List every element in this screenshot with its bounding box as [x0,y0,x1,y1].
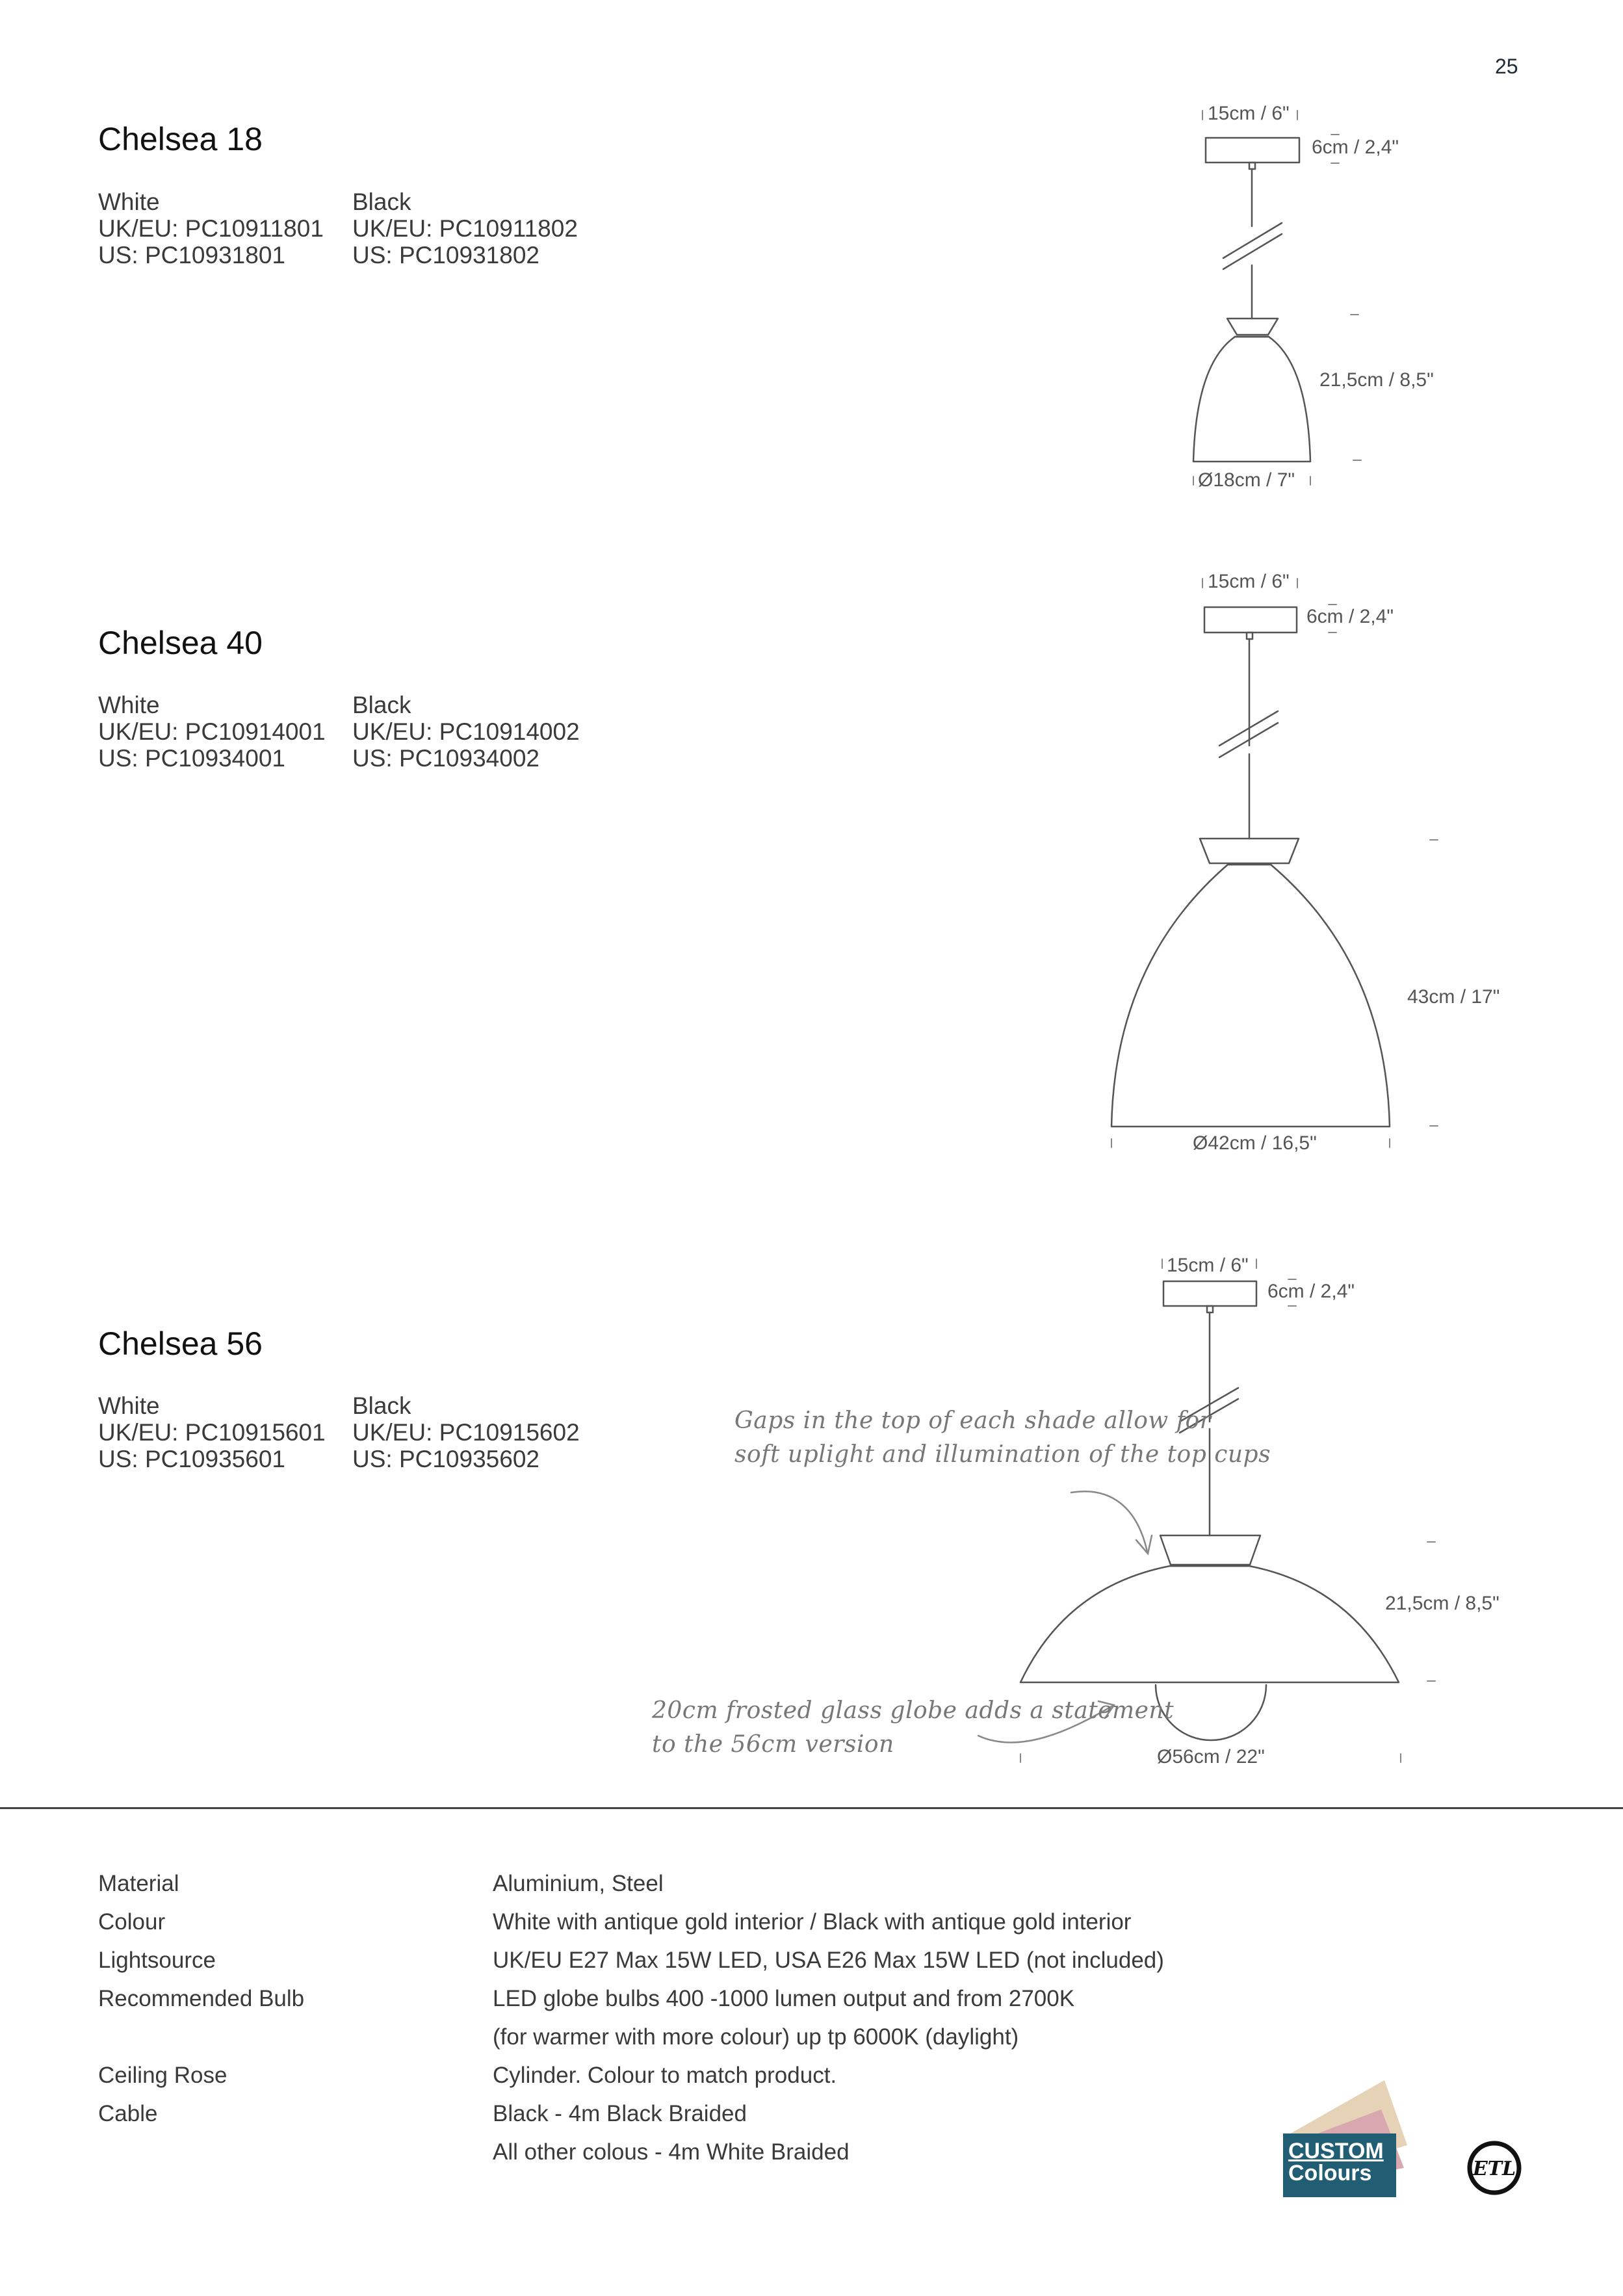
black-label: Black [352,1392,411,1419]
spec-label-blank [98,2018,304,2056]
dim-rose-width-chelsea-18: 15cm / 6" [1208,103,1290,124]
black-label: Black [352,189,411,215]
dim-rose-height-chelsea-40: 6cm / 2,4" [1306,606,1394,627]
spec-label-ceiling-rose: Ceiling Rose [98,2063,227,2088]
us-code-white: US: PC10931801 [98,242,285,268]
dim-shade-height-chelsea-56: 21,5cm / 8,5" [1385,1593,1500,1614]
spec-label-colour: Colour [98,1909,166,1935]
dim-rose-width-chelsea-40: 15cm / 6" [1208,571,1290,592]
spec-label-recommended-bulb: Recommended Bulb [98,1986,305,2011]
ukeu-code-white: UK/EU: PC10915601 [98,1419,326,1446]
spec-value-material: Aluminium, Steel [493,1871,664,1896]
chelsea-40-drawing [1111,607,1390,1127]
spec-value-recommended-bulb: LED globe bulbs 400 -1000 lumen output and from 2700K [493,1986,1075,2011]
spec-label-material: Material [98,1871,179,1896]
black-label: Black [352,692,411,718]
us-code-black: US: PC10934002 [352,745,539,772]
globe-note-line-1: 20cm frosted glass globe adds a statement [652,1697,1175,1724]
ukeu-code-black: UK/EU: PC10915602 [352,1419,580,1446]
dim-shade-height-chelsea-18: 21,5cm / 8,5" [1319,369,1434,391]
product-title-chelsea-40: Chelsea 40 [98,625,263,661]
us-code-black: US: PC10935602 [352,1446,539,1472]
us-code-black: US: PC10931802 [352,242,539,268]
dim-rose-height-chelsea-18: 6cm / 2,4" [1312,137,1399,158]
globe-note-line-2: to the 56cm version [652,1731,894,1758]
badge-line-colours: Colours [1288,2161,1372,2185]
spec-value-ceiling-rose: Cylinder. Colour to match product. [493,2063,837,2088]
globe-note [652,1694,1174,1762]
spec-labels [98,1864,304,2133]
spec-value-cable: Black - 4m Black Braided [493,2101,747,2126]
dim-diameter-chelsea-18: Ø18cm / 7" [1198,469,1295,491]
dim-diameter-chelsea-56: Ø56cm / 22" [1157,1746,1265,1768]
ukeu-code-white: UK/EU: PC10911801 [98,215,324,242]
ukeu-code-white: UK/EU: PC10914001 [98,718,326,745]
badge-line-custom: CUSTOM [1288,2139,1384,2163]
custom-colours-badge [1283,2133,1396,2197]
dim-diameter-chelsea-40: Ø42cm / 16,5" [1193,1132,1317,1154]
white-label: White [98,1392,160,1419]
ukeu-code-black: UK/EU: PC10911802 [352,215,578,242]
spec-value-bulb-range: (for warmer with more colour) up tp 6000K (daylight) [493,2024,1019,2050]
ukeu-code-black: UK/EU: PC10914002 [352,718,580,745]
spec-value-lightsource: UK/EU E27 Max 15W LED, USA E26 Max 15W LED (not included) [493,1948,1164,1973]
svg-text:ETL: ETL [1472,2158,1516,2180]
product-title-chelsea-18: Chelsea 18 [98,121,263,157]
spec-value-cable-other: All other colous - 4m White Braided [493,2139,850,2165]
spec-label-lightsource: Lightsource [98,1948,216,1973]
us-code-white: US: PC10935601 [98,1446,285,1472]
dim-rose-height-chelsea-56: 6cm / 2,4" [1267,1281,1355,1302]
etl-certification-icon [1466,2140,1522,2196]
gaps-note-line-1: Gaps in the top of each shade allow for [734,1407,1212,1434]
gaps-note [734,1404,1271,1472]
dim-shade-height-chelsea-40: 43cm / 17" [1407,986,1500,1008]
chelsea-18-drawing [1193,138,1310,462]
spec-label-cable: Cable [98,2101,158,2126]
spec-value-colour: White with antique gold interior / Black with antique gold interior [493,1909,1132,1935]
gaps-note-line-2: soft uplight and illumination of the top cups [734,1441,1271,1468]
spec-values [493,1864,1164,2171]
chelsea-56-drawing [1020,1281,1399,1740]
dim-rose-width-chelsea-56: 15cm / 6" [1167,1255,1249,1276]
page-number: 25 [1495,55,1518,78]
white-label: White [98,189,160,215]
us-code-white: US: PC10934001 [98,745,285,772]
section-divider [0,1807,1623,1809]
product-title-chelsea-56: Chelsea 56 [98,1325,263,1362]
gaps-arrow [1071,1491,1147,1552]
white-label: White [98,692,160,718]
